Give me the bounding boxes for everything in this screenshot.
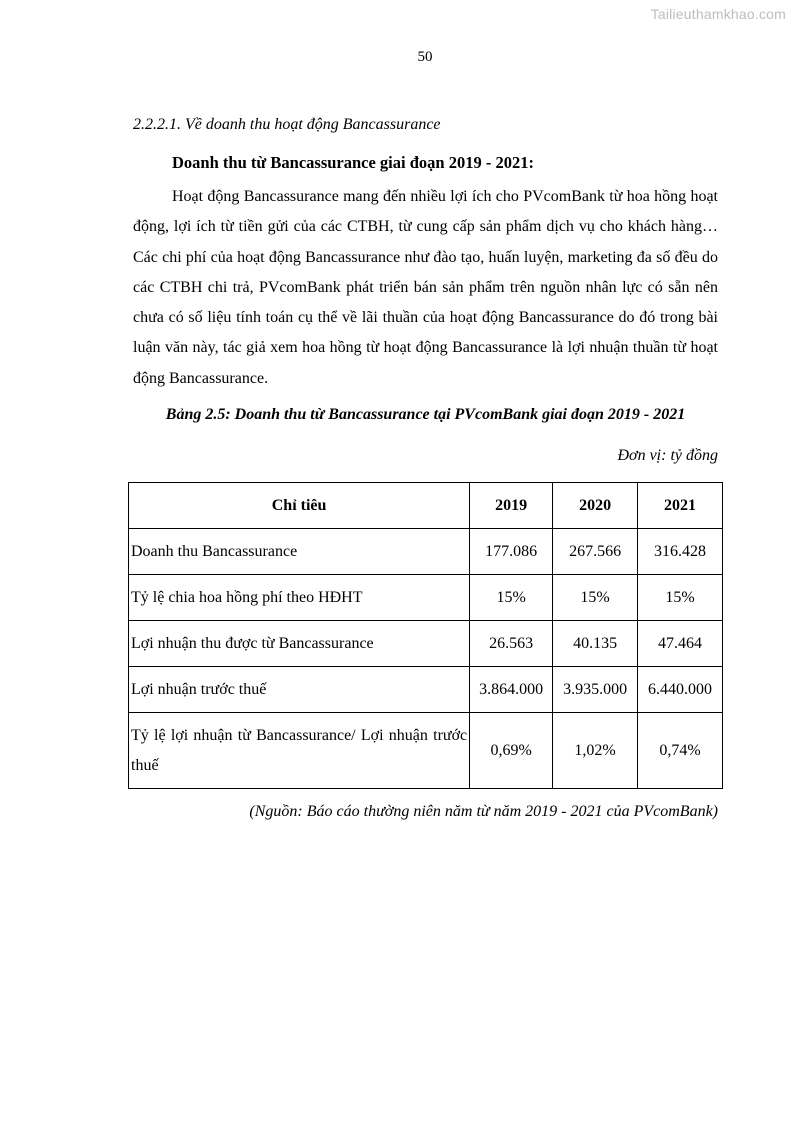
table-caption: Bảng 2.5: Doanh thu từ Bancassurance tại PVcomBank giai đoạn 2019 - 2021 — [165, 406, 686, 423]
row-label: Lợi nhuận thu được từ Bancassurance — [129, 621, 470, 667]
cell-2020: 40.135 — [553, 621, 638, 667]
cell-2020: 3.935.000 — [553, 667, 638, 713]
header-2019: 2019 — [470, 483, 553, 529]
cell-2019: 3.864.000 — [470, 667, 553, 713]
cell-2021: 47.464 — [638, 621, 723, 667]
row-label — [129, 713, 470, 789]
body-paragraph: Hoạt động Bancassurance mang đến nhiều lợi ích cho PVcomBank từ hoa hồng hoạt động, lợi ích từ tiền gửi của các CTBH, từ cung cấp sản phẩm dịch vụ cho khách hàng… Các chi phí của hoạt động Bancassurance như đào tạo, huấn luyện, marketing đa số đều do các CTBH chi trả, PVcomBank phát triển bán sản phẩm trên nguồn nhân lực có sẵn nên chưa có số liệu tính toán cụ thể về lãi thuần của hoạt động Bancassurance do đó trong bài luận văn này, tác giả xem hoa hồng từ hoạt động Bancassurance là lợi nhuận thuần từ hoạt động Bancassurance. — [133, 188, 718, 387]
cell-2021: 316.428 — [638, 529, 723, 575]
table-unit: Đơn vị: tỷ đồng — [617, 447, 718, 464]
table-source: (Nguồn: Báo cáo thường niên năm từ năm 2019 - 2021 của PVcomBank) — [249, 803, 718, 820]
table-row — [129, 621, 723, 667]
table-row — [129, 529, 723, 575]
header-2020: 2020 — [553, 483, 638, 529]
cell-2020: 267.566 — [553, 529, 638, 575]
cell-2021: 0,74% — [638, 713, 723, 789]
cell-2020: 1,02% — [553, 713, 638, 789]
table-row — [129, 575, 723, 621]
table-row — [129, 713, 723, 789]
section-heading: 2.2.2.1. Về doanh thu hoạt động Bancassurance — [133, 116, 441, 133]
header-indicator: Chỉ tiêu — [129, 483, 470, 529]
cell-2020: 15% — [553, 575, 638, 621]
row-label-text: Tỷ lệ lợi nhuận từ Bancassurance/ Lợi nhuận trước thuế — [131, 726, 468, 774]
header-2021: 2021 — [638, 483, 723, 529]
watermark: Tailieuthamkhao.com — [650, 6, 786, 22]
cell-2019: 26.563 — [470, 621, 553, 667]
row-label: Doanh thu Bancassurance — [129, 529, 470, 575]
subheading: Doanh thu từ Bancassurance giai đoạn 2019 - 2021: — [172, 153, 534, 172]
row-label: Lợi nhuận trước thuế — [129, 667, 470, 713]
table-header-row — [129, 483, 723, 529]
cell-2021: 15% — [638, 575, 723, 621]
cell-2019: 15% — [470, 575, 553, 621]
row-label: Tỷ lệ chia hoa hồng phí theo HĐHT — [129, 575, 470, 621]
page-number: 50 — [417, 49, 433, 65]
cell-2019: 177.086 — [470, 529, 553, 575]
table-row — [129, 667, 723, 713]
revenue-table — [128, 482, 723, 789]
cell-2021: 6.440.000 — [638, 667, 723, 713]
cell-2019: 0,69% — [470, 713, 553, 789]
